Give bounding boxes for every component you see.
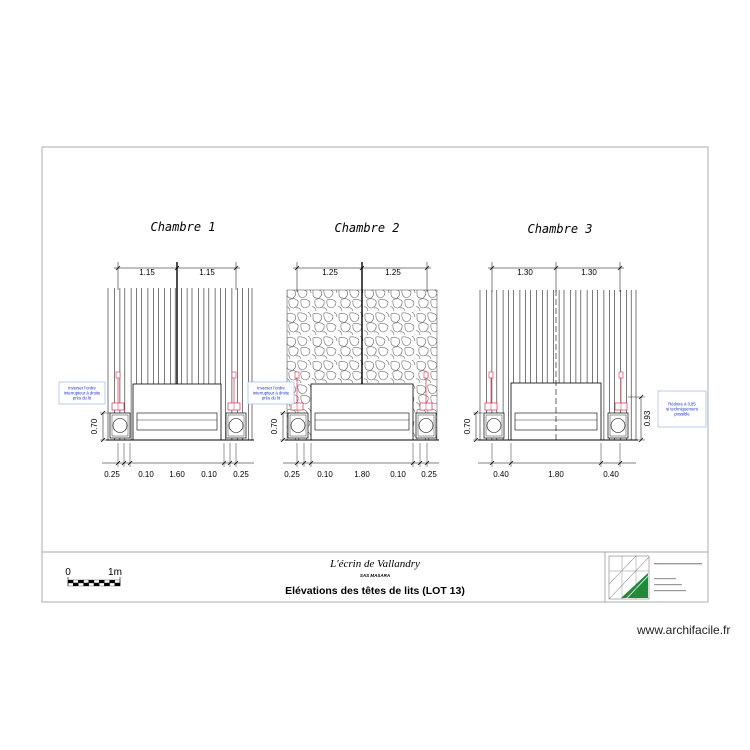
nightstand <box>110 413 130 438</box>
annotation-text: Interrupteur à droite <box>252 390 290 396</box>
bottom-dimension-label: 0.10 <box>317 470 333 479</box>
bottom-dimension-label: 1.80 <box>548 470 564 479</box>
annotation-text: Réduire à 0,85 <box>668 401 696 407</box>
outlet-lamp-point <box>116 372 120 378</box>
outlet-lamp-point <box>424 372 428 378</box>
height-dimension-label: 0.70 <box>90 418 99 435</box>
scale-bar-segment <box>68 580 73 583</box>
top-dimension-label: 1.30 <box>581 268 597 277</box>
logo-fine-print <box>654 590 686 591</box>
scale-bar-segment <box>110 583 115 586</box>
height-dimension-label: 0.70 <box>463 418 472 435</box>
electrical-outlet <box>485 372 497 410</box>
architect-logo <box>609 556 702 599</box>
headboard <box>311 384 413 440</box>
nightstand <box>288 413 308 438</box>
headboard <box>133 384 221 440</box>
top-dimension-label: 1.15 <box>199 268 215 277</box>
scale-bar <box>65 567 122 586</box>
logo-fine-print <box>654 563 702 564</box>
scale-bar-segment <box>115 583 120 586</box>
logo-fine-print <box>654 584 682 585</box>
bottom-dimension-label: 0.25 <box>104 470 120 479</box>
top-dimension-label: 1.25 <box>385 268 401 277</box>
outlet-lamp-point <box>489 372 493 378</box>
scale-bar-segment <box>115 580 120 583</box>
bottom-dimension-label: 1.80 <box>354 470 370 479</box>
logo-fine-print <box>654 578 676 579</box>
scale-bar-segment <box>94 583 99 586</box>
annotation-text: près du lit <box>261 395 281 401</box>
nightstand <box>484 413 504 438</box>
title-block <box>42 552 708 602</box>
nightstand <box>226 413 246 438</box>
scale-bar-segment <box>68 583 73 586</box>
electrical-outlet <box>228 372 240 410</box>
annotation-text: près du lit <box>72 395 92 401</box>
room-title: Chambre 3 <box>527 222 593 236</box>
nightstand <box>608 413 628 438</box>
mattress <box>137 413 217 430</box>
bottom-dimension-label: 1.60 <box>169 470 185 479</box>
scale-bar-segment <box>99 583 104 586</box>
bottom-dimension-label: 0.10 <box>138 470 154 479</box>
outlet-lamp-point <box>232 372 236 378</box>
annotation-note <box>59 382 105 404</box>
scale-bar-segment <box>110 580 115 583</box>
elevations <box>59 220 706 479</box>
sheet-title: Elévations des têtes de lits (LOT 13) <box>285 585 465 597</box>
bottom-dimension-label: 0.25 <box>233 470 249 479</box>
elevation-chambre-2 <box>248 221 439 479</box>
top-dimension-label: 1.25 <box>322 268 338 277</box>
scale-bar-segment <box>73 583 78 586</box>
annotation-text: Inverser l'ordre <box>68 385 96 391</box>
annotation-text: possible <box>674 411 690 417</box>
project-name: L'écrin de Vallandry <box>330 558 420 570</box>
annotation-text: Inverser l'ordre <box>257 385 285 391</box>
client-name: SAS MASARA <box>359 573 391 578</box>
room-title: Chambre 2 <box>334 221 400 235</box>
scale-unit-label: 1m <box>108 567 122 578</box>
scale-bar-segment <box>84 583 89 586</box>
scale-bar-segment <box>89 583 94 586</box>
annotation-note <box>248 382 294 404</box>
elevation-chambre-1 <box>59 220 254 479</box>
scale-bar-segment <box>89 580 94 583</box>
watermark-url: www.archifacile.fr <box>637 623 731 637</box>
room-title: Chambre 1 <box>150 220 216 234</box>
mattress <box>315 413 409 430</box>
bottom-dimension-label: 0.40 <box>493 470 509 479</box>
electrical-outlet <box>112 372 124 410</box>
right-dimension-label: 0.93 <box>643 410 652 427</box>
outlet-lamp-point <box>619 372 623 378</box>
outlet-lamp-point <box>295 372 299 378</box>
annotation-text: si techniquement <box>666 406 698 412</box>
bottom-dimension-label: 0.25 <box>284 470 300 479</box>
top-dimension-label: 1.15 <box>139 268 155 277</box>
scale-zero-label: 0 <box>65 567 71 578</box>
bottom-dimension-label: 0.10 <box>390 470 406 479</box>
elevation-chambre-3 <box>463 222 706 479</box>
scale-bar-segment <box>94 580 99 583</box>
annotation-note <box>658 391 706 427</box>
scale-bar-segment <box>78 580 83 583</box>
scale-bar-segment <box>104 583 109 586</box>
top-dimension-label: 1.30 <box>517 268 533 277</box>
annotation-text: Interrupteur à droite <box>63 390 101 396</box>
scale-bar-segment <box>84 580 89 583</box>
bottom-dimension-label: 0.25 <box>421 470 437 479</box>
scale-bar-segment <box>78 583 83 586</box>
nightstand <box>416 413 436 438</box>
bottom-dimension-label: 0.40 <box>603 470 619 479</box>
scale-bar-segment <box>99 580 104 583</box>
height-dimension-label: 0.70 <box>270 418 279 435</box>
scale-bar-segment <box>104 580 109 583</box>
electrical-outlet <box>615 372 627 410</box>
bottom-dimension-label: 0.10 <box>201 470 217 479</box>
scale-bar-segment <box>73 580 78 583</box>
